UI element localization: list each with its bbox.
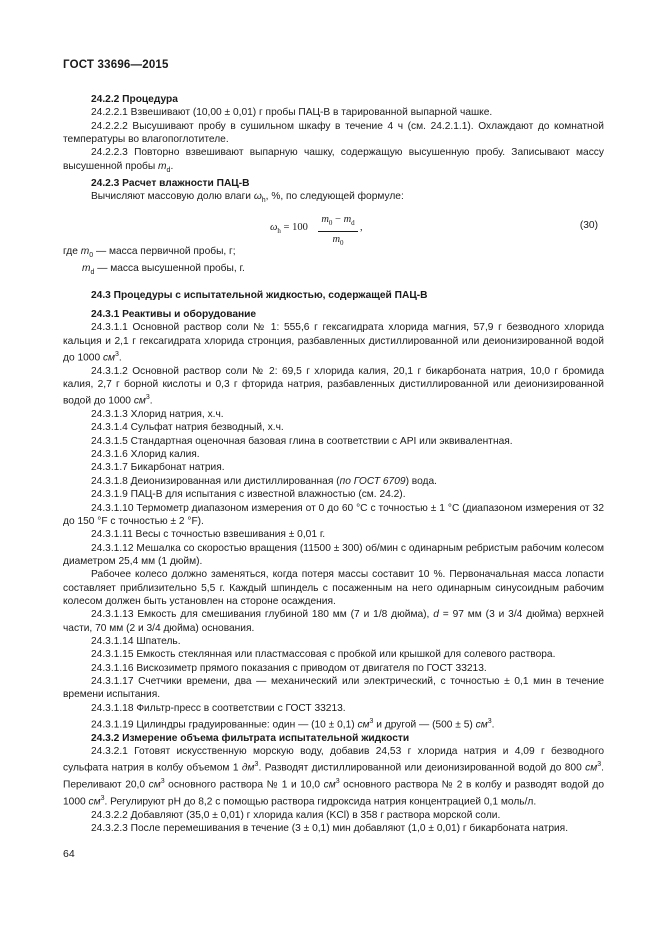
paragraph-24-3-1-14: 24.3.1.14 Шпатель.: [91, 635, 181, 647]
paragraph-24-3-1-8: 24.3.1.8 Деионизированная или дистиллированная (по ГОСТ 6709) вода.: [91, 475, 437, 487]
definition-m0: где $m_0$ — масса первичной пробы, г;: [63, 245, 236, 259]
paragraph-24-2-2-1: 24.2.2.1 Взвешивают (10,00 ± 0,01) г пробы ПАЦ-В в тарированной выпарной чашке.: [91, 107, 493, 119]
paragraph-24-3-2-1: 24.3.2.1 Готовят искусственную морскую воду, добавив 24,53 г хлорида натрия и 4,09 г безводного сульфата натрия в колбу объемом 1 $дм^3$. Разводят дистиллированной или деионизированной водой до 800 $см^3$. Переливают 20,0 $см^3$ основного раствора № 1 и 10,0 $см^3$ основного раствора № 2 в колбу и разводят водой до 1000 $см^3$. Регулируют рН до 8,2 с помощью раствора гидроксида натрия концентрацией 0,1 моль/л.: [63, 746, 604, 808]
paragraph-24-3-1-3: 24.3.1.3 Хлорид натрия, х.ч.: [91, 409, 224, 421]
section-heading-24-3-2: 24.3.2 Измерение объема фильтрата испытательной жидкости: [91, 732, 410, 744]
paragraph-24-3-1-4: 24.3.1.4 Сульфат натрия безводный, х.ч.: [91, 422, 284, 434]
section-heading-24-2-2: 24.2.2 Процедура: [91, 94, 178, 105]
symbol-omega: ω: [253, 191, 262, 203]
section-heading-24-3: 24.3 Процедуры с испытательной жидкостью, содержащей ПАЦ-В: [91, 289, 428, 301]
paragraph-24-3-2-3: 24.3.2.3 После перемешивания в течение (3 ± 0,1) мин добавляют (1,0 ± 0,01) г бикарбоната натрия.: [91, 822, 569, 834]
symbol-m: m: [158, 160, 167, 172]
paragraph-impeller-note: Рабочее колесо должно заменяться, когда потеря массы составит 10 %. Первоначальная масса лопасти составляет приблизительно 5,5 г. Каждый шпиндель с посаженным на него одинарным синусоидным рабочим колесом должен быть установлен на стороне осаждения.: [63, 569, 604, 607]
section-heading-24-3-1: 24.3.1 Реактивы и оборудование: [91, 308, 257, 320]
definition-md: $m_d$ — масса высушенной пробы, г.: [82, 263, 245, 277]
paragraph-24-2-2-2: 24.2.2.2 Высушивают пробу в сушильном шкафу в течение 4 ч (см. 24.2.1.1). Охлаждают до комнатной температуры во влагопоглотителе.: [63, 120, 604, 146]
formula-30: [63, 211, 604, 248]
section-heading-24-2-3: 24.2.3 Расчет влажности ПАЦ-В: [91, 178, 250, 190]
paragraph-24-3-1-1: 24.3.1.1 Основной раствор соли № 1: 555,6 г гексагидрата хлорида магния, 57,9 г безводного хлорида кальция и 2,1 г гексагидрата хлорида стронция, разбавленных дистиллированной или деионизированной водой до 1000 $см^3$.: [63, 322, 604, 364]
paragraph-24-3-1-6: 24.3.1.6 Хлорид калия.: [91, 449, 200, 461]
paragraph-24-3-1-2: 24.3.1.2 Основной раствор соли № 2: 69,5 г хлорида калия, 20,1 г бикарбоната натрия, 10,0 г бромида калия, 2,7 г борной кислоты и 0,3 г фторида натрия, разбавленных дистиллированной или деионизированной водой до 1000 $см^3$.: [63, 365, 604, 407]
formula-numerator: $m_0 - m_d$: [318, 213, 358, 232]
paragraph-24-3-1-13: 24.3.1.13 Емкость для смешивания глубиной 180 мм (7 и 1/8 дюйма), d = 97 мм (3 и 3/4 дюйма) верхней части, 70 мм (2 и 3/4 дюйма) основания.: [63, 609, 604, 634]
page-number: 64: [63, 848, 75, 860]
paragraph-24-3-1-5: 24.3.1.5 Стандартная оценочная базовая глина в соответствии с API или эквивалентная.: [91, 435, 513, 447]
formula-fraction: [318, 213, 358, 251]
paragraph-24-3-1-18: 24.3.1.18 Фильтр-пресс в соответствии с ГОСТ 33213.: [91, 702, 346, 714]
formula-denominator: $m_0$: [332, 234, 344, 248]
paragraph-24-3-1-15: 24.3.1.15 Емкость стеклянная или пластмассовая с пробкой или крышкой для солевого раствора.: [91, 649, 556, 661]
paragraph-24-3-2-2: 24.3.2.2 Добавляют (35,0 ± 0,01) г хлорида калия (KCl) в 358 г раствора морской соли.: [91, 809, 501, 821]
paragraph-24-3-1-7: 24.3.1.7 Бикарбонат натрия.: [91, 462, 225, 474]
formula-comma: ,: [360, 221, 363, 233]
paragraph-24-3-1-19: 24.3.1.19 Цилиндры градуированные: один — (10 ± 0,1) $см^3$ и другой — (500 ± 5) $см^3$.: [91, 718, 495, 731]
paragraph-24-2-2-3: 24.2.2.3 Повторно взвешивают выпарную чашку, содержащую высушенную пробу. Записывают массу высушенной пробы $m_d$.: [63, 147, 604, 174]
document-body: [63, 93, 604, 835]
paragraph-24-3-1-10: 24.3.1.10 Термометр диапазоном измерения от 0 до 60 °С с точностью ± 1 °С (диапазоном измерения от 32 до 150 °F с точностью ± 2 °F).: [63, 502, 604, 527]
formula-number: (30): [579, 219, 598, 231]
paragraph-24-3-1-11: 24.3.1.11 Весы с точностью взвешивания ± 0,01 г.: [91, 529, 326, 541]
paragraph-24-3-1-9: 24.3.1.9 ПАЦ-В для испытания с известной влажностью (см. 24.2).: [91, 489, 406, 501]
paragraph-24-3-1-17: 24.3.1.17 Счетчики времени, два — механический или электрический, с точностью ± 0,1 мин в течение времени испытания.: [63, 675, 604, 701]
paragraph-24-3-1-16: 24.3.1.16 Вискозиметр прямого показания с приводом от двигателя по ГОСТ 33213.: [91, 662, 487, 674]
paragraph-formula-intro: Вычисляют массовую долю влаги $\omega_h$, %, по следующей формуле:: [91, 191, 404, 205]
paragraph-24-3-1-12: 24.3.1.12 Мешалка со скоростью вращения (11500 ± 300) об/мин с одинарным ребристым рабочим колесом диаметром 25,4 мм (1 дюйм).: [63, 542, 604, 567]
document-standard-header: ГОСТ 33696—2015: [63, 59, 169, 71]
formula-lhs: $\omega_h = 100$: [270, 221, 308, 235]
